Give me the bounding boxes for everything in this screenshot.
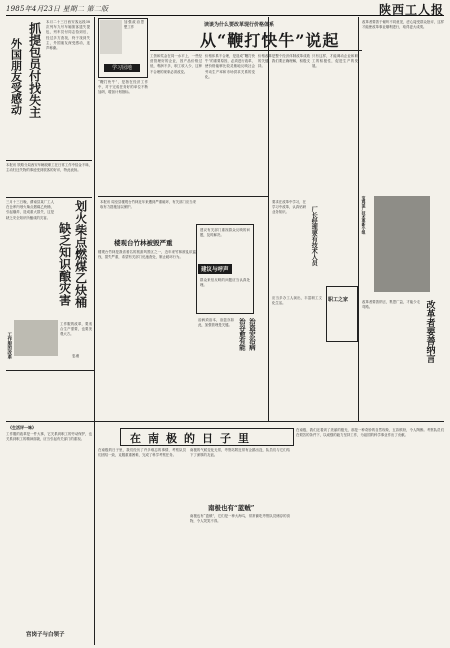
center-boxed-text: 本报讯 周至县楼观台竹林近年来遭到严重破坏，有关部门应当采取有力措施加以保护。 [100,200,196,210]
center-side-article-2: 治病须治本，治盗亦如此，加强管理是关键。 [198,318,234,328]
issue-date: 1985年4月23日 星期二 第二版 [6,5,109,13]
right-article-2: 改革者要善纳言，集思广益，才能少走弯路。 [362,300,420,310]
center-side-head-3: 治盗宏治病 [247,318,256,351]
center-tag: 读谈为什么要改革现行价格体系 [204,22,275,28]
antarctica-article-1: 在南极的日子里，我们经历了许多难忘的事情，考察队员们团结一致，克服重重困难，完成了科学考察任务。 [98,448,186,458]
bottom-left-column-tag: 《生活评一味》 [8,425,36,430]
masthead [6,2,444,16]
workers-home-box [326,286,358,342]
cartoon-caption: 工作服的改革 [6,332,12,359]
right-headline: 改革者要善纳言 [424,300,435,363]
center-article-col2: 工资和奖金在同一水平上，一些经营管理好的企业，因产品价格过低，利润不多，职工收入少，这种不合理的现象必须改变。 [150,54,202,74]
study-column-figure [100,20,122,54]
right-center-article-2: 应当多办工人演出，丰富职工文化生活。 [272,296,322,306]
center-side-head-4: 治谷愈有能 [237,318,246,351]
study-column-tag: 学习园地 [104,64,140,72]
center-article-col1: “鞭打快牛”，是指在经济工作中，对于完成任务好的单位不断加码，增加计划指标。 [98,80,148,95]
right-center-head: 厂长经理要有技术人员 [310,206,318,266]
center-headline: 从“鞭打快牛”说起 [200,31,340,50]
center-article-col4: 价格改革是整个经济体制改革成败的关键，我们要正确理解，积极支持。 [258,54,310,69]
left-headline-3: 划火柴点燃煤乙炔桶 [73,200,88,308]
antarctica-article-3: 南极也有“盗贼”，它们是一种大海鸟，常常偷吃考察队员储存的食物，令人哭笑不得。 [190,514,290,524]
left-article-2: 本报讯 铁路分局西安车辆段职工在日常工作中拾金不昧，主动归还失物的事迹受到旅客的好评，特此表扬。 [6,163,92,173]
cartoon-author: 忠甫 [72,354,80,358]
left-headline-1: 抓提包员付找失主 [27,22,42,118]
center-side-article-1: 楼观台竹林是我省著名的旅游风景区之一，近年来竹林被乱砍滥伐，损失严重，希望有关部门迅速查处，制止破坏行为。 [98,250,196,260]
cartoon-figure [14,320,58,356]
right-photo-caption: 宝鸡某厂技术革新小组 [361,196,367,234]
left-article-1: 本月二十三日西安客运段38次列车九号车厢旅客遗失提包，列车员付同志拾到后，经过多方查找，终于找到失主，外国朋友深受感动，连声称谢。 [46,20,90,51]
antarctica-banner: 在南极的日子里 [130,432,256,445]
suggestion-text-2: 群众来信反映的问题应当认真处理。 [200,278,250,288]
center-article-col5: 只有这样，才能调动企业和职工的积极性，促进生产的发展。 [312,54,358,69]
right-center-article: 要求在改革中学习，在学习中改革，认真钻研业务知识。 [272,200,306,215]
left-article-4: 工作服的改革，要适合生产需要，也要美观大方。 [60,322,92,337]
left-headline-4: 缺乏知识酿灾害 [57,222,72,306]
paper-title: 陕西工人报 [378,3,444,17]
workers-home-title: 职工之家 [328,297,349,303]
center-side-head-1: 楼观台竹林被毁严重 [114,239,173,247]
bottom-left-subhead: 宫岗子与白领子 [26,632,65,638]
left-headline-2: 外国朋友受感动 [9,38,23,115]
bottom-left-article: 工作服的改革是一件大事，它关系到职工的劳动保护，也关系到职工的精神面貌，应当引起有关部门的重视。 [6,432,92,442]
right-article-1: 改革者要善于倾听不同意见，虚心接受群众批评，这样才能使改革事业顺利进行，取得更大成绩。 [362,20,444,30]
suggestion-text: 建议有关部门重视群众反映的问题，及时解决。 [200,228,250,238]
antarctica-subhead: 南极也有“蓝贼” [208,504,255,512]
suggestion-tag: 建议与呼声 [198,264,232,274]
right-photo [374,196,430,292]
antarctica-article-2: 南极的气候变化无常，考察站附近常有企鹅出没，队员们与它们结下了深厚的友谊。 [190,448,290,458]
bottom-right-article: 在南极，我们还看到了美丽的极光，那是一种奇妙的自然现象，五彩缤纷，令人陶醉。考察队员们在艰苦的条件下，以顽强的毅力坚持工作，为祖国的科学事业作出了贡献。 [296,428,444,438]
study-column-text: 加强政治思想工作 [124,20,144,30]
left-article-3: 三月十三日晚，渭南县某厂工人在仓库内划火柴点燃煤乙炔桶，引起爆炸，造成重大损失，这是缺乏安全知识所酿成的灾害。 [6,200,54,220]
center-article-col3: 价格体系不合理，是造成“鞭打快牛”的重要原因，必须进行改革，使价格能够比较灵敏地反映社会劳动生产率和市场供求关系的变化。 [205,54,255,79]
